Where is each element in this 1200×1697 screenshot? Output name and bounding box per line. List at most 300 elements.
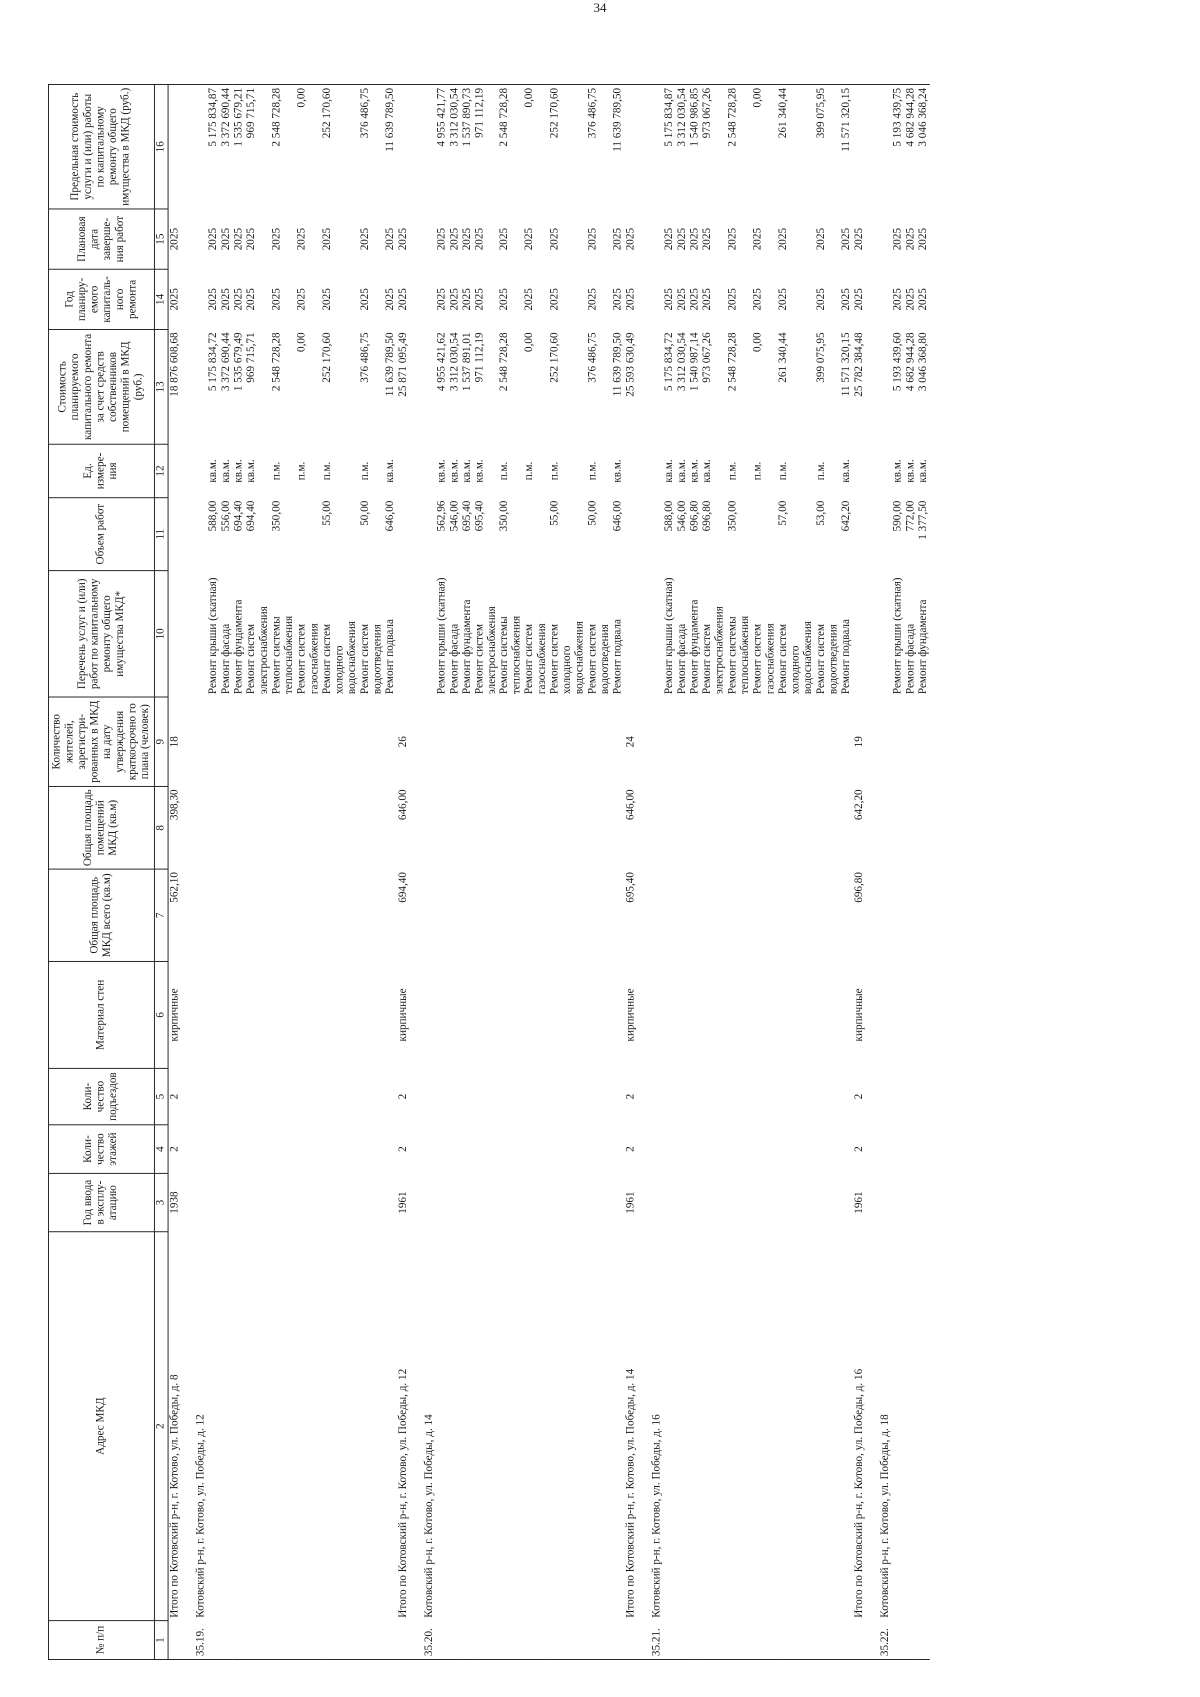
cell-max-cost: 399 075,95 (815, 85, 840, 209)
empty-cell (183, 786, 207, 869)
empty-cell (639, 697, 663, 786)
empty-cell (612, 786, 625, 869)
cell-work: Ремонт крыши (скатная) (435, 577, 448, 695)
cell-plan-year: 2025 (270, 288, 283, 311)
empty-cell (245, 1125, 270, 1174)
cell-wall: кирпичные (624, 988, 637, 1042)
work-row (524, 85, 549, 1660)
empty-cell (524, 1173, 549, 1231)
empty-cell (868, 269, 892, 329)
work-row (702, 85, 727, 1660)
empty-cell (207, 1125, 220, 1174)
empty-cell (639, 1125, 663, 1174)
empty-cell (411, 1125, 435, 1174)
cell-unit: кв.м. (219, 459, 232, 483)
empty-cell (461, 1621, 474, 1660)
empty-cell (168, 444, 183, 497)
empty-cell (612, 961, 625, 1068)
cell-work: Ремонт систем холодного водоснабжения (549, 621, 587, 695)
empty-cell (868, 444, 892, 497)
cell-max-cost: 2 548 728,28 (499, 85, 524, 209)
cell-plan-year: 2025 (726, 288, 739, 311)
cell-year: 1961 (396, 1191, 409, 1214)
cell-cost: 0,00 (752, 332, 764, 352)
cell-cost: 0,00 (523, 332, 536, 352)
empty-cell (384, 1068, 397, 1124)
empty-cell (676, 1621, 689, 1660)
empty-cell (727, 1068, 752, 1124)
empty-cell (411, 1173, 435, 1231)
empty-cell (868, 869, 892, 961)
cell-max-cost: 376 486,75 (359, 85, 384, 209)
empty-cell (461, 786, 474, 869)
cell-unit: кв.м. (460, 459, 473, 483)
cell-volume: 556,00 (219, 500, 232, 532)
cell-volume: 696,80 (688, 500, 701, 532)
empty-cell (702, 1068, 727, 1124)
empty-cell (321, 697, 359, 786)
cell-floors: 2 (168, 1146, 181, 1152)
empty-cell (905, 1621, 918, 1660)
empty-cell (853, 571, 868, 697)
header-wall-material: Материал стен (48, 961, 154, 1068)
rotated-table-sheet (48, 85, 930, 1660)
cell-cost: 971 112,19 (473, 332, 486, 383)
cell-plan-year: 2025 (840, 288, 853, 311)
cell-plan-date: 2025 (435, 227, 448, 251)
cell-work: Ремонт фасада (904, 623, 917, 695)
cell-cost: 4 955 421,62 (435, 332, 448, 392)
empty-cell (499, 1068, 524, 1124)
empty-cell (435, 697, 448, 786)
cell-volume: 695,40 (473, 500, 486, 532)
header-entrances: Коли-чество подъездов (48, 1068, 154, 1124)
empty-cell (524, 1621, 549, 1660)
cell-plan-year: 2025 (676, 288, 688, 311)
cell-max-cost: 261 340,44 (777, 85, 815, 209)
cell-year: 1961 (624, 1191, 637, 1214)
empty-cell (359, 1125, 384, 1174)
empty-cell (359, 697, 384, 786)
cell-label: Котовский р-н, г. Котово, ул. Победы, д. 16 (651, 1414, 663, 1618)
empty-cell (815, 1621, 840, 1660)
empty-cell (892, 1232, 905, 1621)
cell-max-cost: 3 372 690,44 (220, 85, 233, 209)
total-row (168, 85, 183, 1660)
empty-cell (220, 1125, 233, 1174)
empty-cell (752, 869, 777, 961)
empty-cell (612, 697, 625, 786)
empty-cell (587, 869, 612, 961)
header-cost: Стоимость планируемого капитального ремонта за счет средств собственников помещений в МКД (руб.) (48, 330, 154, 445)
cell-max-cost: 971 112,19 (473, 85, 498, 209)
empty-cell (384, 1232, 397, 1621)
work-row (384, 85, 397, 1660)
cell-cost: 3 372 690,44 (219, 332, 232, 392)
header-row (48, 85, 154, 1660)
empty-cell (359, 1232, 384, 1621)
empty-cell (207, 961, 220, 1068)
total-row (853, 85, 868, 1660)
column-number: 16 (154, 85, 168, 209)
cell-unit: п.м. (549, 461, 561, 481)
cell-label: Котовский р-н, г. Котово, ул. Победы, д. 14 (422, 1414, 435, 1618)
empty-cell (840, 786, 853, 869)
empty-cell (499, 786, 524, 869)
empty-cell (727, 869, 752, 961)
empty-cell (676, 961, 689, 1068)
empty-cell (183, 498, 207, 571)
empty-cell (296, 1125, 321, 1174)
empty-cell (727, 1621, 752, 1660)
work-row (905, 85, 918, 1660)
cell-plan-year: 2025 (549, 288, 561, 311)
work-row (612, 85, 625, 1660)
cell-unit: п.м. (320, 461, 333, 481)
cell-max-cost: 0,00 (296, 85, 321, 209)
empty-cell (207, 1232, 220, 1621)
cell-floors: 2 (853, 1146, 865, 1152)
empty-cell (168, 1621, 183, 1660)
empty-cell (183, 330, 207, 445)
empty-cell (587, 1068, 612, 1124)
cell-cost: 4 682 944,28 (904, 332, 917, 392)
empty-cell (321, 1232, 359, 1621)
empty-cell (905, 961, 918, 1068)
empty-cell (664, 1173, 677, 1231)
cell-entrances: 2 (396, 1093, 409, 1100)
cell-max-cost: 1 537 890,73 (461, 85, 474, 209)
empty-cell (815, 1068, 840, 1124)
cell-cost: 2 548 728,28 (498, 332, 511, 392)
work-row (777, 85, 815, 1660)
cell-cost: 3 312 030,54 (676, 332, 688, 392)
cell-unit: п.м. (752, 461, 764, 481)
work-row (245, 85, 270, 1660)
empty-cell (612, 1068, 625, 1124)
empty-cell (676, 1068, 689, 1124)
empty-cell (461, 1068, 474, 1124)
work-row (676, 85, 689, 1660)
empty-cell (587, 1621, 612, 1660)
cell-num: 35.19. (183, 1621, 207, 1660)
cell-plan-date: 2025 (777, 227, 789, 251)
cell-plan-date: 2025 (701, 227, 714, 251)
column-number: 2 (154, 1232, 168, 1621)
cell-residents: 18 (168, 736, 181, 748)
empty-cell (270, 1125, 295, 1174)
cell-max-cost: 0,00 (752, 85, 777, 209)
cell-cost: 2 548 728,28 (270, 332, 283, 392)
empty-cell (917, 1621, 930, 1660)
empty-cell (549, 697, 587, 786)
cell-plan-year: 2025 (853, 288, 865, 311)
empty-cell (752, 1232, 777, 1621)
cell-max-cost: 5 193 439,75 (892, 85, 905, 209)
cell-plan-year: 2025 (891, 288, 904, 311)
cell-plan-year: 2025 (777, 288, 789, 311)
empty-cell (220, 961, 233, 1068)
empty-cell (840, 869, 853, 961)
empty-cell (397, 444, 412, 497)
cell-plan-year: 2025 (232, 288, 245, 311)
column-number: 6 (154, 961, 168, 1068)
cell-premises-area: 646,00 (396, 789, 409, 821)
empty-cell (777, 1125, 815, 1174)
empty-cell (245, 1173, 270, 1231)
empty-cell (917, 1125, 930, 1174)
empty-cell (868, 786, 892, 869)
empty-cell (524, 786, 549, 869)
empty-cell (296, 1621, 321, 1660)
empty-cell (664, 1621, 677, 1660)
empty-cell (587, 697, 612, 786)
empty-cell (639, 330, 663, 445)
cell-work: Ремонт систем газоснабжения (523, 623, 549, 695)
cell-work: Ремонт крыши (скатная) (207, 577, 219, 695)
cell-volume: 696,80 (701, 500, 714, 532)
cell-cost: 252 170,60 (549, 332, 561, 383)
cell-floors: 2 (624, 1146, 637, 1152)
empty-cell (702, 1125, 727, 1174)
header-max-cost: Предельная стоимость услуги и (или) работы по капитальному ремонту общего имущества в МКД (руб.) (48, 85, 154, 209)
empty-cell (448, 1173, 461, 1231)
column-number: 14 (154, 269, 168, 329)
empty-cell (499, 869, 524, 961)
empty-cell (777, 961, 815, 1068)
cell-unit: кв.м. (435, 459, 448, 483)
empty-cell (499, 1125, 524, 1174)
cell-plan-date: 2025 (232, 227, 245, 251)
cell-work: Ремонт систем электроснабжения (701, 606, 726, 695)
empty-cell (524, 1125, 549, 1174)
empty-cell (183, 85, 207, 209)
empty-cell (892, 1125, 905, 1174)
cell-cost: 5 175 834,72 (207, 332, 219, 392)
cell-work: Ремонт подвала (612, 619, 624, 695)
empty-cell (676, 697, 689, 786)
empty-cell (639, 1173, 663, 1231)
empty-cell (752, 1125, 777, 1174)
cell-plan-year: 2025 (460, 288, 473, 311)
cell-volume: 694,40 (232, 500, 245, 532)
empty-cell (549, 1173, 587, 1231)
empty-cell (321, 786, 359, 869)
empty-cell (840, 697, 853, 786)
empty-cell (233, 697, 246, 786)
empty-cell (435, 1125, 448, 1174)
empty-cell (270, 1621, 295, 1660)
cell-total-area: 694,40 (396, 872, 409, 903)
empty-cell (815, 697, 840, 786)
empty-cell (183, 209, 207, 269)
cell-volume: 772,00 (904, 500, 917, 532)
cell-label: Итого по Котовский р-н, г. Котово, ул. Победы, д. 8 (168, 1374, 181, 1618)
empty-cell (245, 1621, 270, 1660)
empty-cell (411, 697, 435, 786)
cell-plan-year: 2025 (917, 288, 929, 311)
column-number: 12 (154, 444, 168, 497)
empty-cell (587, 1232, 612, 1621)
work-row (448, 85, 461, 1660)
empty-cell (321, 961, 359, 1068)
empty-cell (220, 1232, 233, 1621)
cell-entrances: 2 (853, 1093, 865, 1100)
cell-max-cost: 0,00 (524, 85, 549, 209)
empty-cell (840, 961, 853, 1068)
cell-max-cost: 252 170,60 (321, 85, 359, 209)
empty-cell (868, 1068, 892, 1124)
empty-cell (233, 1068, 246, 1124)
empty-cell (296, 1173, 321, 1231)
empty-cell (612, 1621, 625, 1660)
cell-work: Ремонт фасада (219, 623, 232, 695)
cell-plan-date: 2025 (270, 227, 283, 251)
cell-plan-year: 2025 (523, 288, 536, 311)
cell-plan-year: 2025 (586, 288, 599, 311)
cell-unit: кв.м. (663, 459, 676, 483)
empty-cell (676, 1125, 689, 1174)
empty-cell (168, 571, 183, 697)
empty-cell (868, 209, 892, 269)
empty-cell (917, 1068, 930, 1124)
cell-plan-year: 2025 (245, 288, 257, 311)
empty-cell (676, 869, 689, 961)
empty-cell (435, 1068, 448, 1124)
empty-cell (397, 85, 412, 209)
cell-cost: 1 535 679,49 (232, 332, 245, 392)
empty-cell (777, 1068, 815, 1124)
cell-entrances: 2 (168, 1093, 181, 1100)
empty-cell (625, 571, 640, 697)
cell-max-cost: 3 312 030,54 (448, 85, 461, 209)
empty-cell (549, 869, 587, 961)
empty-cell (689, 1232, 702, 1621)
empty-cell (815, 961, 840, 1068)
cell-max-cost: 252 170,60 (549, 85, 587, 209)
cell-volume: 695,40 (460, 500, 473, 532)
cell-volume: 53,00 (815, 500, 827, 526)
cell-plan-date: 2025 (523, 227, 536, 251)
cell-work: Ремонт систем электроснабжения (473, 606, 498, 695)
cell-plan-date: 2025 (904, 227, 917, 251)
empty-cell (840, 1125, 853, 1174)
empty-cell (435, 961, 448, 1068)
cell-plan-date: 2025 (295, 227, 308, 251)
empty-cell (549, 961, 587, 1068)
header-premises-area: Общая площадь помещений МКД (кв.м) (48, 786, 154, 869)
empty-cell (245, 869, 270, 961)
empty-cell (727, 697, 752, 786)
empty-cell (245, 697, 270, 786)
cell-work: Ремонт систем водоотведения (358, 623, 384, 695)
cell-max-cost: 5 175 834,87 (207, 85, 220, 209)
empty-cell (270, 1068, 295, 1124)
cell-max-cost: 11 639 789,50 (612, 85, 625, 209)
empty-cell (183, 697, 207, 786)
cell-volume (524, 498, 549, 571)
cell-plan-year: 2025 (624, 288, 637, 311)
empty-cell (587, 1173, 612, 1231)
empty-cell (892, 786, 905, 869)
empty-cell (689, 1068, 702, 1124)
cell-unit: кв.м. (676, 459, 688, 483)
cell-work: Ремонт систем холодного водоснабжения (320, 621, 358, 695)
empty-cell (587, 961, 612, 1068)
address-row (639, 85, 663, 1660)
header-year-built: Год ввода в эксплу-атацию (48, 1173, 154, 1231)
cell-total-area: 696,80 (853, 872, 865, 903)
empty-cell (639, 1068, 663, 1124)
empty-cell (917, 786, 930, 869)
cell-label: Итого по Котовский р-н, г. Котово, ул. Победы, д. 12 (396, 1368, 409, 1618)
header-residents: Количество жителей, зарегистри-рованных в МКД на дату утверждения краткосрочно го плана (человек) (48, 697, 154, 786)
column-number: 5 (154, 1068, 168, 1124)
empty-cell (639, 444, 663, 497)
empty-cell (435, 786, 448, 869)
empty-cell (245, 1232, 270, 1621)
cell-volume: 562,96 (435, 500, 448, 532)
empty-cell (702, 1232, 727, 1621)
header-volume: Объем работ (48, 498, 154, 571)
empty-cell (777, 869, 815, 961)
cell-num: 35.21. (639, 1621, 663, 1660)
column-number: 13 (154, 330, 168, 445)
cell-plan-date: 2025 (460, 227, 473, 251)
cell-work: Ремонт фундамента (917, 599, 929, 695)
empty-cell (473, 961, 498, 1068)
work-row (435, 85, 448, 1660)
empty-cell (702, 961, 727, 1068)
empty-cell (270, 1173, 295, 1231)
cell-plan-date: 2025 (891, 227, 904, 251)
cell-work: Ремонт фасада (676, 623, 688, 695)
empty-cell (702, 869, 727, 961)
cell-work: Ремонт систем газоснабжения (295, 623, 320, 695)
work-row (752, 85, 777, 1660)
empty-cell (727, 786, 752, 869)
cell-floors: 2 (396, 1146, 409, 1152)
cell-work: Ремонт крыши (скатная) (663, 577, 676, 695)
cell-plan-year: 2025 (219, 288, 232, 311)
empty-cell (664, 961, 677, 1068)
empty-cell (384, 1621, 397, 1660)
empty-cell (321, 869, 359, 961)
empty-cell (777, 1621, 815, 1660)
empty-cell (220, 786, 233, 869)
header-floors: Коли-чество этажей (48, 1125, 154, 1174)
cell-plan-date: 2025 (917, 227, 929, 251)
cell-unit: кв.м. (891, 459, 904, 483)
cell-volume (752, 498, 777, 571)
cell-residents: 26 (396, 736, 409, 748)
header-num: № п/п (48, 1621, 154, 1660)
cell-unit: кв.м. (473, 459, 486, 483)
empty-cell (245, 786, 270, 869)
empty-cell (499, 1621, 524, 1660)
empty-cell (853, 444, 868, 497)
cell-max-cost: 3 046 368,24 (917, 85, 930, 209)
empty-cell (359, 1621, 384, 1660)
cell-cost: 5 193 439,60 (891, 332, 904, 392)
cell-cost: 969 715,71 (245, 332, 257, 383)
cell-max-cost: 3 312 030,54 (676, 85, 689, 209)
empty-cell (411, 961, 435, 1068)
empty-cell (183, 444, 207, 497)
empty-cell (448, 869, 461, 961)
empty-cell (220, 697, 233, 786)
cell-plan-year: 2025 (688, 288, 701, 311)
